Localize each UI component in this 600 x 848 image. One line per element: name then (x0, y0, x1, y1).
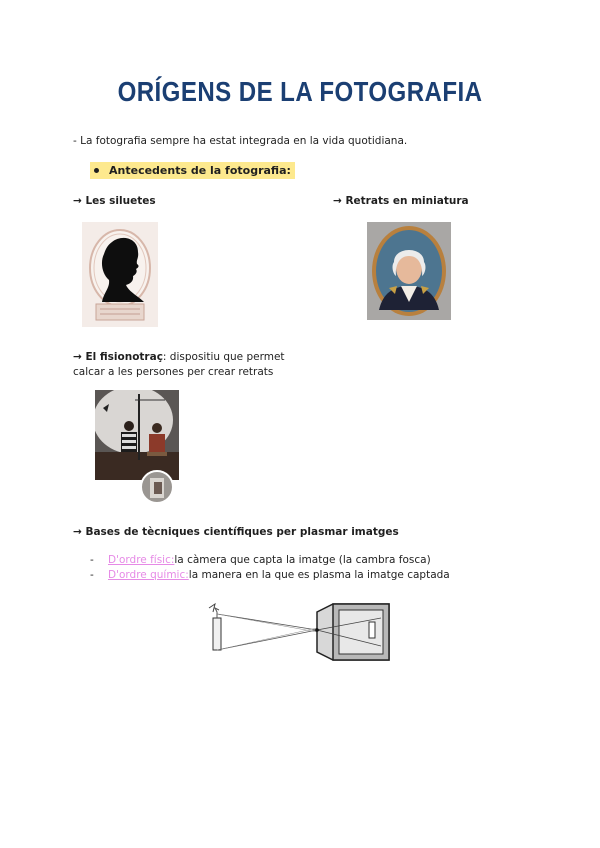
physionotrace-image (95, 390, 179, 480)
list-dash: - (90, 569, 94, 581)
bases-heading: → Bases de tècniques científiques per plasmar imatges (73, 526, 399, 538)
miniature-portrait-image (367, 222, 451, 320)
fisionotrac-line2: calcar a les persones per crear retrats (73, 366, 274, 378)
physionotrace-detail-thumbnail (140, 470, 174, 504)
retrats-heading: → Retrats en miniatura (333, 195, 469, 207)
physical-order-link[interactable]: D'ordre físic: (108, 554, 175, 566)
highlighted-bullet-text: Antecedents de la fotografia: (109, 164, 291, 177)
fisionotrac-line1 (73, 350, 285, 365)
list-item (90, 568, 450, 583)
silhouette-image (82, 222, 158, 327)
page-title: ORÍGENS DE LA FOTOGRAFIA (117, 76, 483, 107)
highlight-bullet-row (90, 161, 295, 180)
fisionotrac-desc: : dispositiu que permet (162, 351, 285, 363)
list-item-text: la manera en la que es plasma la imatge captada (188, 569, 450, 581)
bases-list (90, 553, 450, 583)
list-item (90, 553, 450, 568)
siluetes-heading: → Les siluetes (73, 195, 156, 207)
intro-text: - La fotografia sempre ha estat integrada en la vida quotidiana. (73, 135, 408, 147)
fisionotrac-term: → El fisionotraç (73, 351, 163, 363)
camera-obscura-diagram (205, 598, 393, 668)
chemical-order-link[interactable]: D'ordre químic: (108, 569, 189, 581)
highlighted-bullet (90, 162, 295, 179)
bullet-icon (94, 168, 99, 173)
list-dash: - (90, 554, 94, 566)
list-item-text: la càmera que capta la imatge (la cambra fosca) (174, 554, 431, 566)
